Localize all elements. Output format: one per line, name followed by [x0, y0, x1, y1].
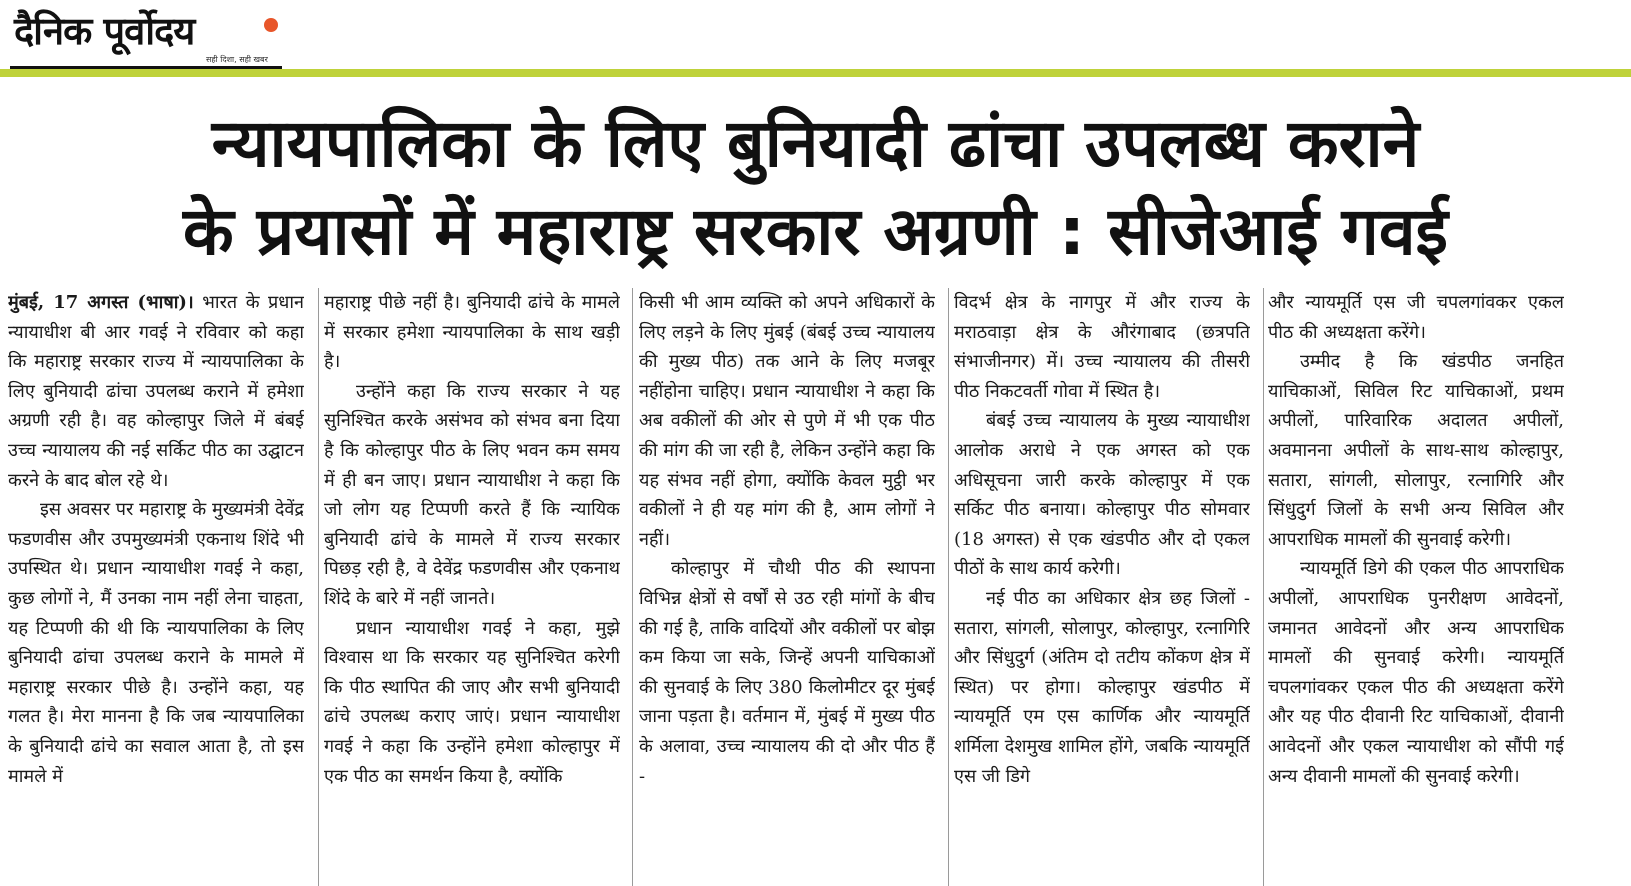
- logo-sun-icon: [264, 18, 278, 32]
- headline-line-1: न्यायपालिका के लिए बुनियादी ढांचा उपलब्ध कराने: [211, 105, 1420, 182]
- dateline: मुंबई, 17 अगस्त (भाषा)।: [8, 292, 194, 313]
- masthead-divider: [0, 69, 1631, 77]
- article-body: [8, 288, 1570, 886]
- article-column-2: [324, 288, 620, 886]
- paragraph: कोल्हापुर में चौथी पीठ की स्थापना विभिन्न क्षेत्रों से वर्षों से उठ रही मांगों के बीच की गई है, ताकि वादियों और वकीलों पर बोझ कम किया जा सके, जिन्हें अपनी याचिकाओं की सुनवाई के लिए 380 किलोमीटर दूर मुंबई जाना पड़ता है। वर्तमान में, मुंबई में मुख्य पीठ के अलावा, उच्च न्यायालय की दो और पीठ हैं -: [639, 558, 935, 787]
- paragraph: महाराष्ट्र पीछे नहीं है। बुनियादी ढांचे के मामले में सरकार हमेशा न्यायपालिका के साथ खड़ी है।: [324, 292, 620, 373]
- paragraph: बंबई उच्च न्यायालय के मुख्य न्यायाधीश आलोक अराधे ने एक अगस्त को एक अधिसूचना जारी करके कोल्हापुर में एक सर्किट पीठ बनाया। कोल्हापुर पीठ सोमवार (18 अगस्त) से एक खंडपीठ और दो एकल पीठों के साथ कार्य करेगी।: [954, 410, 1250, 580]
- paragraph: नई पीठ का अधिकार क्षेत्र छह जिलों - सतारा, सांगली, सोलापुर, कोल्हापुर, रत्नागिरि और सिंधुदुर्ग (अंतिम दो तटीय कोंकण क्षेत्र में स्थित) पर होगा। कोल्हापुर खंडपीठ में न्यायमूर्ति एम एस कार्णिक और न्यायमूर्ति शर्मिला देशमुख शामिल होंगे, जबकि न्यायमूर्ति एस जी डिगे: [954, 587, 1250, 787]
- article-column-5: [1268, 288, 1564, 886]
- paragraph: विदर्भ क्षेत्र के नागपुर में और राज्य के मराठवाड़ा क्षेत्र के औरंगाबाद (छत्रपति संभाजीनगर) में। उच्च न्यायालय की तीसरी पीठ निकटवर्ती गोवा में स्थित है।: [954, 292, 1250, 402]
- logo-tagline: सही दिशा, सही खबर: [206, 55, 268, 64]
- paragraph: भारत के प्रधान न्यायाधीश बी आर गवई ने रविवार को कहा कि महाराष्ट्र सरकार राज्य में न्यायपालिका के लिए बुनियादी ढांचा उपलब्ध कराने में हमेशा अग्रणी रही है। वह कोल्हापुर जिले में बंबई उच्च न्यायालय की नई सर्किट पीठ का उद्घाटन करने के बाद बोल रहे थे।: [8, 292, 304, 491]
- article-column-1: [8, 288, 304, 886]
- paragraph: और न्यायमूर्ति एस जी चपलगांवकर एकल पीठ की अध्यक्षता करेंगे।: [1268, 292, 1564, 343]
- paragraph: उन्होंने कहा कि राज्य सरकार ने यह सुनिश्चित करके असंभव को संभव बना दिया है कि कोल्हापुर पीठ के लिए भवन कम समय में ही बन जाए। प्रधान न्यायाधीश ने कहा कि जो लोग यह टिप्पणी करते हैं कि न्यायिक बुनियादी ढांचे के मामले में राज्य सरकार पिछड़ रही है, वे देवेंद्र फडणवीस और एकनाथ शिंदे के बारे में नहीं जानते।: [324, 380, 620, 609]
- newspaper-logo[interactable]: दैनिक पूर्वोदय: [14, 9, 195, 53]
- paragraph: उम्मीद है कि खंडपीठ जनहित याचिकाओं, सिविल रिट याचिकाओं, प्रथम अपीलों, पारिवारिक अदालत अपीलों, अवमानना अपीलों के साथ-साथ कोल्हापुर, सतारा, सांगली, सोलापुर, रत्नागिरि और सिंधुदुर्ग जिलों के सभी अन्य सिविल और आपराधिक मामलों की सुनवाई करेगी।: [1268, 351, 1564, 550]
- paragraph: प्रधान न्यायाधीश गवई ने कहा, मुझे विश्वास था कि सरकार यह सुनिश्चित करेगी कि पीठ स्थापित की जाए और सभी बुनियादी ढांचे उपलब्ध कराए जाएं। प्रधान न्यायाधीश गवई ने कहा कि उन्होंने हमेशा कोल्हापुर में एक पीठ का समर्थन किया है, क्योंकि: [324, 617, 620, 787]
- paragraph: न्यायमूर्ति डिगे की एकल पीठ आपराधिक अपीलों, आपराधिक पुनरीक्षण आवेदनों, जमानत आवेदनों और अन्य आपराधिक मामलों की सुनवाई करेगी। न्यायमूर्ति चपलगांवकर एकल पीठ की अध्यक्षता करेंगे और यह पीठ दीवानी रिट याचिकाओं, दीवानी आवेदनों और एकल न्यायाधीश को सौंपी गई अन्य दीवानी मामलों की सुनवाई करेगी।: [1268, 558, 1564, 787]
- masthead: [10, 6, 285, 68]
- article-column-3: [639, 288, 935, 886]
- headline: [0, 100, 1631, 276]
- article-column-4: [954, 288, 1250, 886]
- paragraph: किसी भी आम व्यक्ति को अपने अधिकारों के लिए लड़ने के लिए मुंबई (बंबई उच्च न्यायालय की मुख्य पीठ) तक आने के लिए मजबूर नहींहोना चाहिए। प्रधान न्यायाधीश ने कहा कि अब वकीलों की ओर से पुणे में भी एक पीठ की मांग की जा रही है, लेकिन उन्होंने कहा कि यह संभव नहीं होगा, क्योंकि केवल मुट्ठी भर वकीलों ने ही यह मांग की है, आम लोगों ने नहीं।: [639, 292, 935, 550]
- headline-line-2: के प्रयासों में महाराष्ट्र सरकार अग्रणी : सीजेआई गवई: [183, 193, 1448, 270]
- paragraph: इस अवसर पर महाराष्ट्र के मुख्यमंत्री देवेंद्र फडणवीस और उपमुख्यमंत्री एकनाथ शिंदे भी उपस्थित थे। प्रधान न्यायाधीश गवई ने कहा, कुछ लोगों ने, मैं उनका नाम नहीं लेना चाहता, यह टिप्पणी की थी कि न्यायपालिका के लिए बुनियादी ढांचा उपलब्ध कराने के मामले में महाराष्ट्र सरकार पीछे है। उन्होंने कहा, यह गलत है। मेरा मानना है कि जब न्यायपालिका के बुनियादी ढांचे का सवाल आता है, तो इस मामले में: [8, 499, 304, 787]
